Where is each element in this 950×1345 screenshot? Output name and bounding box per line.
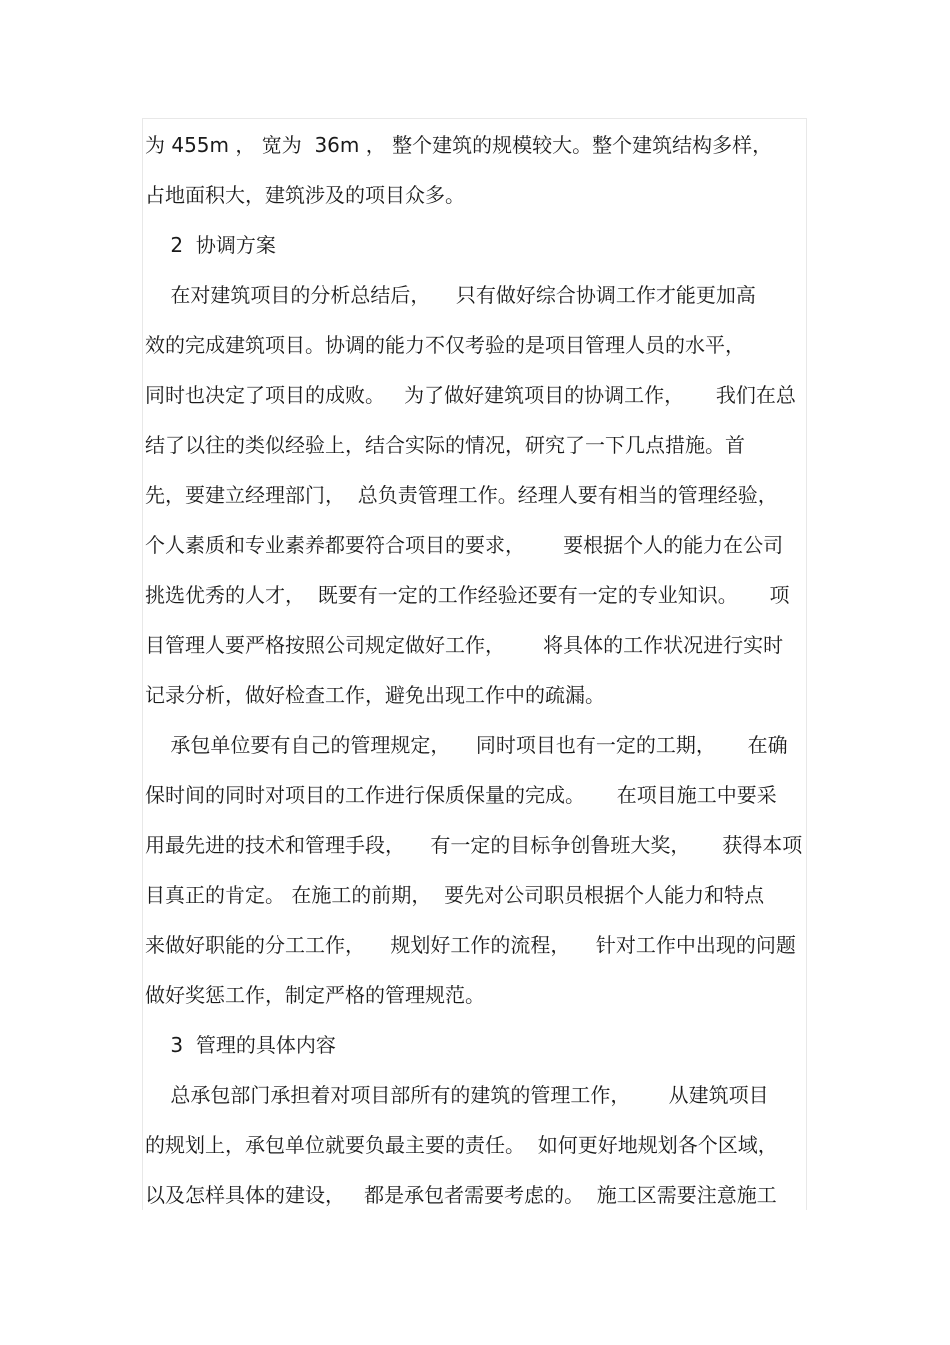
text-line: 在对建筑项目的分析总结后， 只有做好综合协调工作才能更加高 [145, 283, 756, 307]
text-line: 来做好职能的分工工作， 规划好工作的流程， 针对工作中出现的问题 [145, 933, 796, 957]
text-line: 以及怎样具体的建设， 都是承包者需要考虑的。 施工区需要注意施工 [145, 1183, 777, 1207]
text-line: 记录分析，做好检查工作，避免出现工作中的疏漏。 [145, 683, 605, 707]
text-line: 个人素质和专业素养都要符合项目的要求， 要根据个人的能力在公司 [145, 533, 784, 557]
text-line: 先，要建立经理部门， 总负责管理工作。经理人要有相当的管理经验， [145, 483, 778, 507]
text-line: 总承包部门承担着对项目部所有的建筑的管理工作， 从建筑项目 [145, 1083, 769, 1107]
section-heading: 2 协调方案 [145, 233, 276, 257]
text-line: 做好奖惩工作，制定严格的管理规范。 [145, 983, 485, 1007]
text-line: 为 455m ， 宽为 36m ， 整个建筑的规模较大。整个建筑结构多样， [145, 133, 773, 157]
text-line: 目真正的肯定。 在施工的前期， 要先对公司职员根据个人能力和特点 [145, 883, 765, 907]
text-line: 占地面积大，建筑涉及的项目众多。 [145, 183, 465, 207]
section-heading: 3 管理的具体内容 [145, 1033, 336, 1057]
text-line: 效的完成建筑项目。协调的能力不仅考验的是项目管理人员的水平， [145, 333, 745, 357]
text-line: 保时间的同时对项目的工作进行保质保量的完成。 在项目施工中要采 [145, 783, 777, 807]
text-line: 的规划上，承包单位就要负最主要的责任。 如何更好地规划各个区域， [145, 1133, 778, 1157]
text-line: 挑选优秀的人才， 既要有一定的工作经验还要有一定的专业知识。 项 [145, 583, 790, 607]
text-line: 目管理人要严格按照公司规定做好工作， 将具体的工作状况进行实时 [145, 633, 784, 657]
text-line: 用最先进的技术和管理手段， 有一定的目标争创鲁班大奖， 获得本项 [145, 833, 803, 857]
text-line: 同时也决定了项目的成败。 为了做好建筑项目的协调工作， 我们在总 [145, 383, 796, 407]
text-line: 结了以往的类似经验上，结合实际的情况，研究了一下几点措施。首 [145, 433, 745, 457]
text-line: 承包单位要有自己的管理规定， 同时项目也有一定的工期， 在确 [145, 733, 788, 757]
